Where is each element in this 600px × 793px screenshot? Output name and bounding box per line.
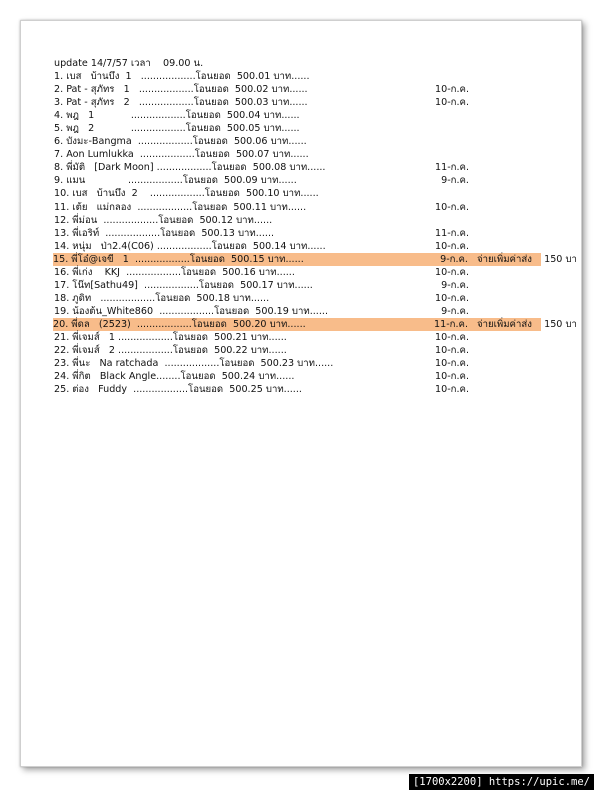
item-text: 17. โน๊ท[Sathu49] ..................โอนยอด 500.17 บาท...... [54, 279, 313, 291]
item-text: 7. Aon Lumlukka ..................โอนยอด 500.07 บาท...... [54, 149, 309, 161]
item-text: 18. ภูดิท ..................โอนยอด 500.18 บาท...... [54, 292, 270, 304]
item-date: 10-ก.ค. [435, 292, 469, 304]
item-text: 23. พี่นะ Na ratchada ..................โอนยอด 500.23 บาท...... [54, 358, 334, 370]
item-date: 9-ก.ค. [441, 305, 469, 317]
item-date: 10-ก.ค. [435, 332, 469, 343]
item-text: 21. พี่เจมส์ 1 ..................โอนยอด 500.21 บาท...... [54, 332, 287, 343]
item-date: 11-ก.ค. [435, 227, 469, 239]
item-text: 3. Pat - สุภัทร 2 ..................โอนยอด 500.03 บาท...... [54, 97, 308, 109]
item-text: 14. หนุ่ม ป่า2.4(C06) ..................โอนยอด 500.14 บาท...... [54, 240, 326, 252]
item-text: 12. พี่ม่อน ..................โอนยอด 500.12 บาท...... [54, 214, 273, 226]
item-text: 10. เบส บ้านบึง 2 ..................โอนยอด 500.10 บาท...... [54, 188, 319, 200]
item-date: 10-ก.ค. [435, 266, 469, 278]
item-text: 25. ต่อง Fuddy ..................โอนยอด 500.25 บาท...... [54, 384, 302, 396]
item-date: 11-ก.ค. [434, 319, 468, 330]
list-item [53, 318, 577, 331]
image-size-watermark: [1700x2200] https://upic.me/ [409, 774, 594, 790]
item-text: 9. แมน ..................โอนยอด 500.09 บาท...... [54, 175, 297, 187]
item-text: 2. Pat - สุภัทร 1 ..................โอนยอด 500.02 บาท...... [54, 84, 308, 95]
item-text: 8. พี่มัติ [Dark Moon] ..................โอนยอด 500.08 บาท...... [54, 162, 326, 174]
item-text: 22. พี่เจมส์ 2 ..................โอนยอด 500.22 บาท...... [54, 345, 287, 357]
item-text: 15. พี่โอ๋@เจขี 1 ..................โอนยอด 500.15 บาท...... [53, 253, 304, 265]
item-text: 13. พี่เอริท์ ..................โอนยอด 500.13 บาท...... [54, 227, 275, 239]
item-date: 9-ก.ค. [440, 253, 468, 265]
item-note: จ่ายเพิ่มค่าส่ง 150 บา [477, 253, 577, 265]
item-note: จ่ายเพิ่มค่าส่ง 150 บา [477, 319, 577, 330]
item-date: 10-ก.ค. [435, 371, 469, 383]
item-text: 24. พี่กิต Black Angle........โอนยอด 500.24 บาท...... [54, 371, 295, 383]
item-date: 10-ก.ค. [435, 384, 469, 396]
item-date: 10-ก.ค. [435, 358, 469, 370]
update-timestamp: update 14/7/57 เวลา 09.00 น. [54, 58, 204, 69]
item-text: 1. เบส บ้านบึง 1 ..................โอนยอด 500.01 บาท...... [54, 71, 310, 82]
item-text: 4. พฎ 1 ..................โอนยอด 500.04 บาท...... [54, 110, 300, 122]
item-date: 10-ก.ค. [435, 84, 469, 95]
item-text: 11. เต้ย แม่กลอง ..................โอนยอด 500.11 บาท...... [54, 201, 307, 213]
item-date: 9-ก.ค. [441, 175, 469, 187]
item-date: 10-ก.ค. [435, 201, 469, 213]
item-date: 11-ก.ค. [435, 162, 469, 174]
list-item [53, 253, 577, 266]
item-text: 20. พี่ดล (2523) ..................โอนยอด 500.20 บาท...... [53, 319, 306, 330]
item-text: 16. พี่เก่ง KKJ ..................โอนยอด 500.16 บาท...... [54, 266, 295, 278]
item-text: 5. พฎ 2 ..................โอนยอด 500.05 บาท...... [54, 123, 300, 135]
item-date: 10-ก.ค. [435, 240, 469, 252]
item-text: 19. น้องต้น_White860 ..................โอนยอด 500.19 บาท...... [54, 305, 328, 317]
item-date: 10-ก.ค. [435, 97, 469, 109]
item-text: 6. บังมะ-Bangma ..................โอนยอด 500.06 บาท...... [54, 136, 307, 148]
document-page [20, 20, 582, 767]
item-date: 10-ก.ค. [435, 345, 469, 357]
item-date: 9-ก.ค. [441, 279, 469, 291]
